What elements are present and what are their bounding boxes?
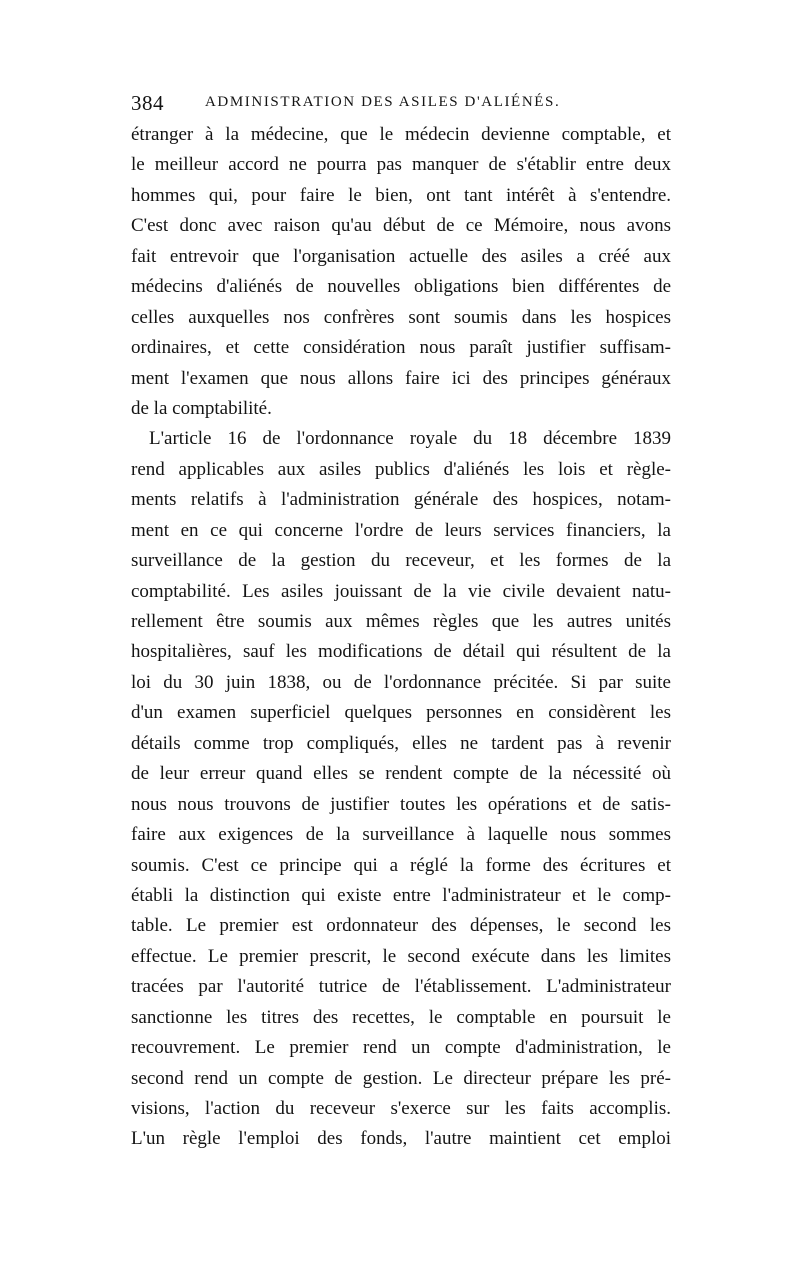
text-line: comptabilité. Les asiles jouissant de la vie civile devaient natu- [131,580,671,602]
text-line: celles auxquelles nos confrères sont soumis dans les hospices [131,306,671,328]
text-line: effectue. Le premier prescrit, le second exécute dans les limites [131,945,671,967]
text-line: tracées par l'autorité tutrice de l'établissement. L'administrateur [131,976,671,998]
text-line: détails comme trop compliqués, elles ne tardent pas à revenir [131,732,671,754]
text-line: soumis. C'est ce principe qui a réglé la forme des écritures et [131,854,671,876]
text-line: second rend un compte de gestion. Le directeur prépare les pré- [131,1067,671,1089]
text-line: hospitalières, sauf les modifications de détail qui résultent de la [131,641,671,663]
text-line: hommes qui, pour faire le bien, ont tant intérêt à s'entendre. [131,184,671,206]
text-line: ordinaires, et cette considération nous paraît justifier suffisam- [131,337,671,359]
text-line: le meilleur accord ne pourra pas manquer de s'établir entre deux [131,154,671,176]
text-line: étranger à la médecine, que le médecin devienne comptable, et [131,124,671,145]
text-line: sanctionne les titres des recettes, le comptable en poursuit le [131,1006,671,1028]
running-title: ADMINISTRATION DES ASILES D'ALIÉNÉS. [205,94,561,110]
text-line: table. Le premier est ordonnateur des dépenses, le second les [131,915,671,937]
body-text [131,120,671,1155]
text-line: nous nous trouvons de justifier toutes les opérations et de satis- [131,793,671,815]
text-line: de la comptabilité. [131,397,272,419]
page-number: 384 [131,91,164,115]
text-line: L'un règle l'emploi des fonds, l'autre maintient cet emploi [131,1128,671,1150]
text-line: ment l'examen que nous allons faire ici des principes généraux [131,367,671,389]
text-line: C'est donc avec raison qu'au début de ce Mémoire, nous avons [131,215,671,237]
page-header [131,91,671,117]
text-line: rellement être soumis aux mêmes règles que les autres unités [131,611,671,632]
text-line: loi du 30 juin 1838, ou de l'ordonnance précitée. Si par suite [131,671,671,693]
text-line: ments relatifs à l'administration générale des hospices, notam- [131,489,671,511]
text-line: faire aux exigences de la surveillance à laquelle nous sommes [131,824,671,846]
text-line: établi la distinction qui existe entre l'administrateur et le comp- [131,884,671,906]
text-line: fait entrevoir que l'organisation actuelle des asiles a créé aux [131,245,671,267]
text-line: ment en ce qui concerne l'ordre de leurs services financiers, la [131,519,671,541]
text-line: surveillance de la gestion du receveur, et les formes de la [131,550,671,572]
paragraph [131,424,671,1155]
text-line: rend applicables aux asiles publics d'aliénés les lois et règle- [131,458,671,480]
paragraph [131,120,671,424]
text-line: L'article 16 de l'ordonnance royale du 18 décembre 1839 [149,428,671,450]
text-line: médecins d'aliénés de nouvelles obligations bien différentes de [131,276,671,298]
text-line: visions, l'action du receveur s'exerce sur les faits accomplis. [131,1098,671,1119]
text-line: recouvrement. Le premier rend un compte d'administration, le [131,1037,671,1059]
text-line: de leur erreur quand elles se rendent compte de la nécessité où [131,763,671,785]
text-line: d'un examen superficiel quelques personnes en considèrent les [131,702,671,724]
